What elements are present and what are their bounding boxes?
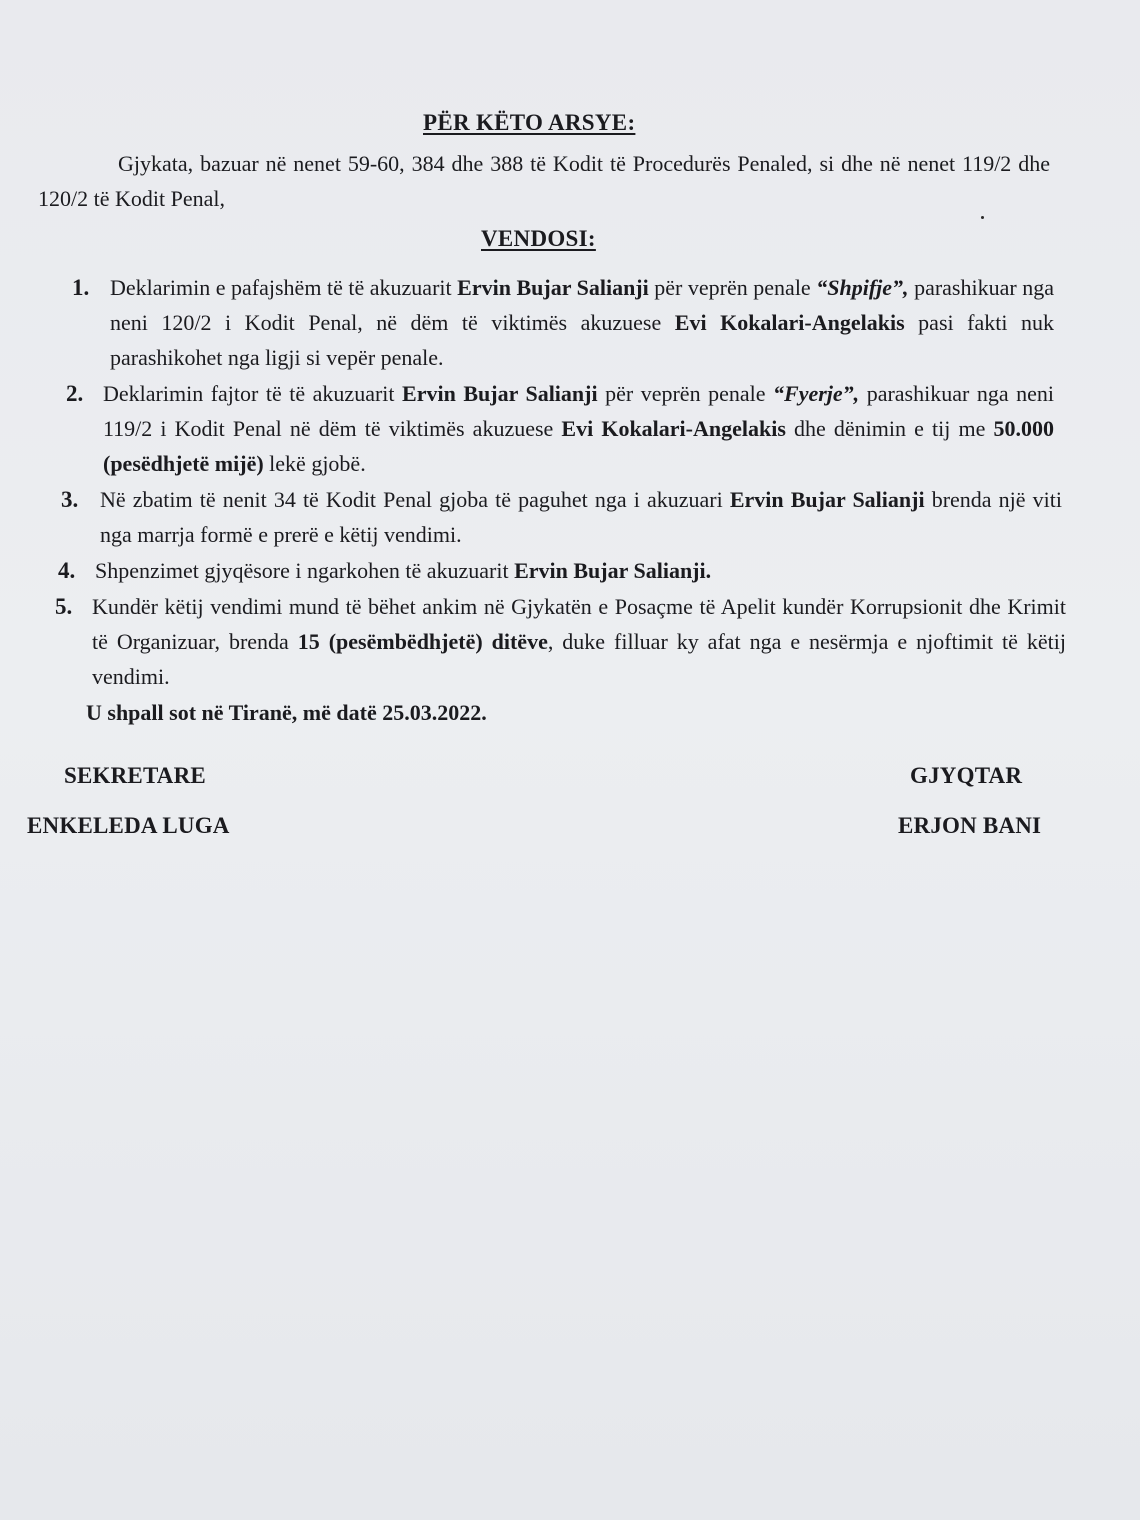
item-number: 2.: [66, 381, 84, 406]
item-text-part: për veprën penale: [597, 381, 774, 406]
item-text-part: pasi fakti nuk parashikohet nga ligji si vepër penale.: [110, 310, 1054, 370]
announcement: U shpall sot në Tiranë, më datë 25.03.2022.: [86, 700, 487, 725]
fine-amount: 50.000 (pesëdhjetë mijë): [103, 416, 1054, 476]
offense-name: “Fyerje”,: [773, 381, 860, 406]
item-text-part: Kundër këtij vendimi mund të bëhet ankim në Gjykatën e Posaçme të Apelit kundër Korrupsionit dhe Krimit të Organizuar, brenda: [92, 594, 1066, 654]
accused-name: Ervin Bujar Salianji: [729, 487, 925, 512]
accused-name: Ervin Bujar Salianji.: [514, 558, 712, 583]
secretary-title: SEKRETARE: [64, 763, 206, 788]
item-text-part: Shpenzimet gjyqësore i ngarkohen të akuzuarit: [95, 558, 515, 583]
decision-heading: VENDOSI:: [481, 226, 596, 251]
offense-name: “Shpifje”,: [816, 275, 909, 300]
item-text-part: Deklarimin fajtor të të akuzuarit: [103, 381, 403, 406]
accused-name: Ervin Bujar Salianji: [457, 275, 649, 300]
appeal-deadline: 15 (pesëmbëdhjetë) ditëve: [297, 629, 548, 654]
accused-name: Ervin Bujar Salianji: [402, 381, 598, 406]
item-number: 5.: [55, 594, 73, 619]
item-text-part: Deklarimin e pafajshëm të të akuzuarit: [110, 275, 458, 300]
item-text-part: lekë gjobë.: [263, 451, 366, 476]
decision-list: [0, 270, 1140, 695]
victim-name: Evi Kokalari-Angelakis: [674, 310, 905, 335]
item-text: [103, 376, 1054, 481]
item-text: [100, 482, 1062, 552]
item-text-part: parashikuar nga neni 119/2 i Kodit Penal në dëm të viktimës akuzuese: [103, 381, 1055, 441]
intro-paragraph: [38, 146, 1050, 216]
decision-item-4: [0, 553, 1140, 588]
victim-name: Evi Kokalari-Angelakis: [561, 416, 786, 441]
intro-text: Gjykata, bazuar në nenet 59-60, 384 dhe 388 të Kodit të Procedurës Penaled, si dhe në nenet 119/2 dhe 120/2 të Kodit Penal,: [38, 151, 1050, 211]
decision-item-1: [0, 270, 1140, 375]
item-text: [95, 553, 1060, 588]
item-text-part: për veprën penale: [648, 275, 817, 300]
scan-speck: [981, 216, 984, 219]
decision-item-5: [0, 589, 1140, 694]
decision-item-2: [0, 376, 1140, 481]
section-heading: PËR KËTO ARSYE:: [423, 110, 636, 135]
item-number: 1.: [72, 275, 90, 300]
item-number: 4.: [58, 558, 76, 583]
item-text-part: Në zbatim të nenit 34 të Kodit Penal gjoba të paguhet nga i akuzuari: [100, 487, 730, 512]
secretary-name: ENKELEDA LUGA: [27, 813, 230, 838]
item-text: [92, 589, 1066, 694]
item-text-part: parashikuar nga neni 120/2 i Kodit Penal, në dëm të viktimës akuzuese: [110, 275, 1054, 335]
decision-item-3: [0, 482, 1140, 552]
item-number: 3.: [61, 487, 79, 512]
item-text-part: , duke filluar ky afat nga e nesërmja e njoftimit të këtij vendimi.: [92, 629, 1066, 689]
item-text-part: dhe dënimin e tij me: [785, 416, 994, 441]
judge-name: ERJON BANI: [898, 813, 1042, 838]
judge-title: GJYQTAR: [910, 763, 1023, 788]
item-text: [110, 270, 1054, 375]
item-text-part: brenda një viti nga marrja formë e prerë e këtij vendimi.: [100, 487, 1062, 547]
